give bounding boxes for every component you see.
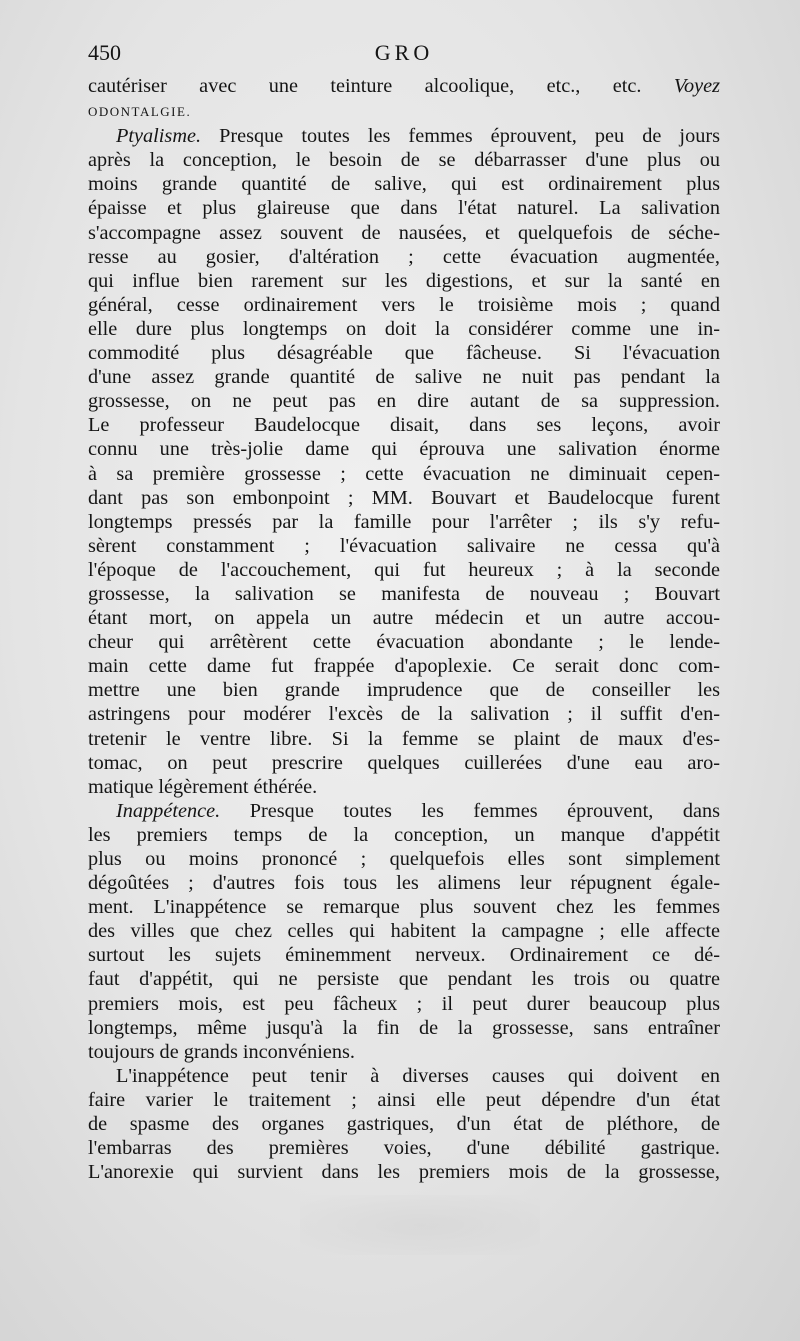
- text-line: étant mort, on appela un autre médecin et un autre accou-: [88, 607, 720, 630]
- text-line: sèrent constamment ; l'évacuation salivaire ne cessa qu'à: [88, 534, 720, 557]
- section-heading-line: Ptyalisme. Presque toutes les femmes éprouvent, peu de jours: [116, 125, 720, 148]
- text-line: Le professeur Baudelocque disait, dans ses leçons, avoir: [88, 414, 720, 437]
- text-line: cheur qui arrêtèrent cette évacuation abondante ; le lende-: [88, 631, 720, 654]
- text-line: longtemps, même jusqu'à la fin de la grossesse, sans entraîner: [88, 1016, 720, 1039]
- text-line: matique légèrement éthérée.: [88, 775, 318, 798]
- text-line: de spasme des organes gastriques, d'un état de pléthore, de: [88, 1113, 720, 1136]
- text-line: faire varier le traitement ; ainsi elle peut dépendre d'un état: [88, 1088, 720, 1111]
- text-line: grossesse, la salivation se manifesta de nouveau ; Bouvart: [88, 582, 720, 605]
- text-line: toujours de grands inconvéniens.: [88, 1040, 355, 1063]
- text-line: général, cesse ordinairement vers le troisième mois ; quand: [88, 293, 720, 316]
- text-line: après la conception, le besoin de se débarrasser d'une plus ou: [88, 149, 720, 172]
- running-head: GRO: [374, 40, 434, 65]
- section-heading-ptyalisme: Ptyalisme.: [116, 125, 202, 148]
- text-line: l'embarras des premières voies, d'une débilité gastrique.: [88, 1137, 720, 1160]
- page-number: 450: [88, 40, 121, 65]
- text-line: qui influe bien rarement sur les digestions, et sur la santé en: [88, 269, 720, 292]
- text-line: mettre une bien grande imprudence que de conseiller les: [88, 679, 720, 702]
- text-line: épaisse et plus glaireuse que dans l'état naturel. La salivation: [88, 197, 720, 220]
- section-heading-inappetence: Inappétence.: [116, 799, 221, 822]
- text-line: dégoûtées ; d'autres fois tous les alimens leur répugnent égale-: [88, 872, 720, 895]
- text-line: des villes que chez celles qui habitent la campagne ; elle affecte: [88, 920, 720, 943]
- text-line: ment. L'inappétence se remarque plus souvent chez les femmes: [88, 896, 720, 919]
- text-line: commodité plus désagréable que fâcheuse. Si l'évacuation: [88, 342, 720, 365]
- text-line: L'inappétence peut tenir à diverses causes qui doivent en: [116, 1064, 720, 1087]
- text-line: tomac, on peut prescrire quelques cuillerées d'une eau aro-: [88, 751, 720, 774]
- text-line: les premiers temps de la conception, un manque d'appétit: [88, 823, 720, 846]
- text-line: cautériser avec une teinture alcoolique, etc., etc. Voyez: [88, 75, 720, 97]
- text-line: longtemps pressés par la famille pour l'arrêter ; ils s'y refu-: [88, 510, 720, 533]
- text-line: tretenir le ventre libre. Si la femme se plaint de maux d'es-: [88, 727, 720, 750]
- page-header: [88, 40, 720, 70]
- text-line: grossesse, on ne peut pas en dire autant de sa suppression.: [88, 390, 720, 413]
- text-line: elle dure plus longtemps on doit la considérer comme une in-: [88, 317, 720, 340]
- paper-stain: [300, 1195, 540, 1255]
- text-line: connu une très-jolie dame qui éprouva une salivation énorme: [88, 438, 720, 461]
- text-body: [88, 74, 720, 1184]
- text-line: faut d'appétit, qui ne persiste que pendant les trois ou quatre: [88, 968, 720, 991]
- text-line: d'une assez grande quantité de salive ne nuit pas pendant la: [88, 366, 720, 389]
- text-line: l'époque de l'accouchement, qui fut heureux ; à la seconde: [88, 558, 720, 581]
- text-line: dant pas son embonpoint ; MM. Bouvart et Baudelocque furent: [88, 486, 720, 509]
- cross-reference-line: [88, 98, 720, 124]
- text-line: surtout les sujets éminemment nerveux. Ordinairement ce dé-: [88, 944, 720, 967]
- cross-reference: ODONTALGIE.: [88, 104, 192, 120]
- text-line: s'accompagne assez souvent de nausées, et quelquefois de séche-: [88, 221, 720, 244]
- text-line: resse au gosier, d'altération ; cette évacuation augmentée,: [88, 245, 720, 268]
- text-line: plus ou moins prononcé ; quelquefois elles sont simplement: [88, 848, 720, 870]
- text-line: à sa première grossesse ; cette évacuation ne diminuait cepen-: [88, 462, 720, 485]
- text-line: main cette dame fut frappée d'apoplexie. Ce serait donc com-: [88, 655, 720, 678]
- section-heading-line: Inappétence. Presque toutes les femmes éprouvent, dans: [116, 799, 720, 822]
- text-line: astringens pour modérer l'excès de la salivation ; il suffit d'en-: [88, 703, 720, 726]
- text-line: L'anorexie qui survient dans les premiers mois de la grossesse,: [88, 1161, 720, 1184]
- text-line: moins grande quantité de salive, qui est ordinairement plus: [88, 173, 720, 196]
- text-line: premiers mois, est peu fâcheux ; il peut durer beaucoup plus: [88, 992, 720, 1015]
